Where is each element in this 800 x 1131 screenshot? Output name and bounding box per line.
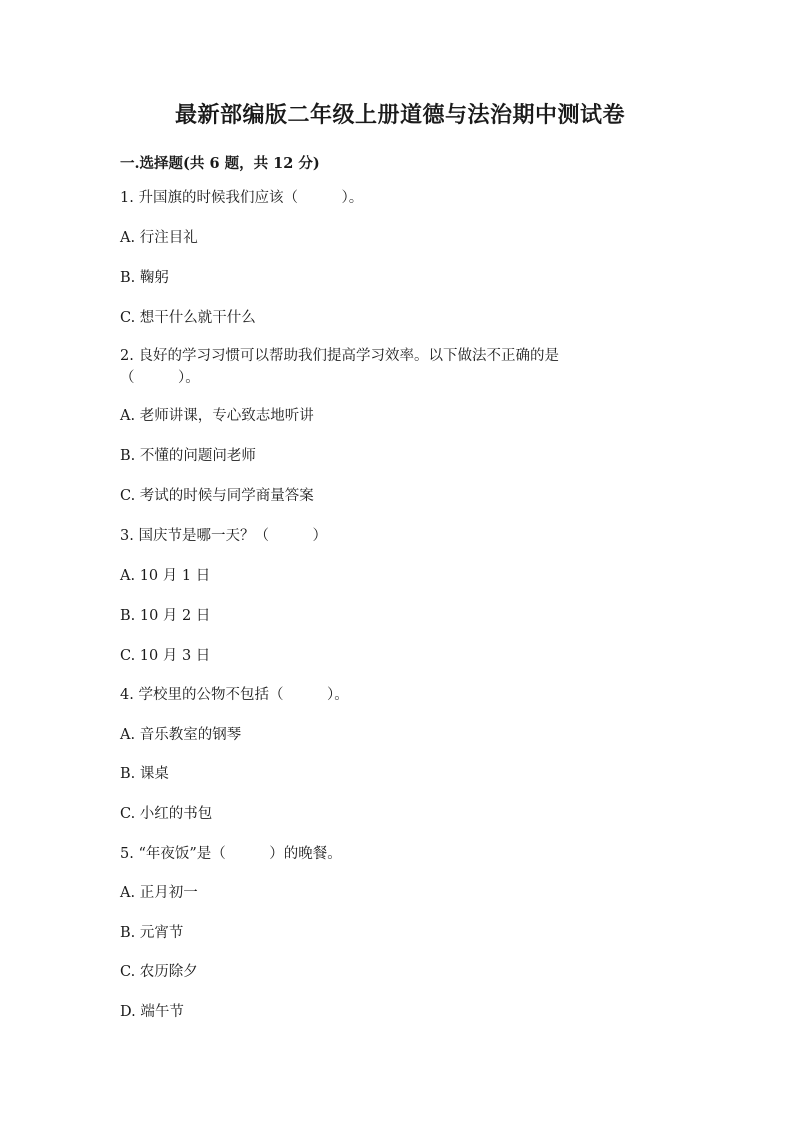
question-5-option-c: C. 农历除夕 <box>120 964 198 980</box>
question-2-option-c: C. 考试的时候与同学商量答案 <box>120 488 314 504</box>
question-1-option-a: A. 行注目礼 <box>120 230 198 246</box>
question-5-stem: 5. “年夜饭”是（ ）的晚餐。 <box>120 846 342 862</box>
question-1-stem: 1. 升国旗的时候我们应该（ ）。 <box>120 190 364 206</box>
exam-title: 最新部编版二年级上册道德与法治期中测试卷 <box>174 102 625 128</box>
question-5-option-a: A. 正月初一 <box>120 885 198 901</box>
question-4-stem: 4. 学校里的公物不包括（ ）。 <box>120 687 349 703</box>
question-4-option-a: A. 音乐教室的钢琴 <box>120 727 242 743</box>
section-heading: 一.选择题(共 6 题，共 12 分) <box>120 155 320 172</box>
question-5-option-b: B. 元宵节 <box>120 925 184 941</box>
question-5-option-d: D. 端午节 <box>120 1004 184 1020</box>
question-2-option-a: A. 老师讲课，专心致志地听讲 <box>120 408 314 424</box>
question-3-option-a: A. 10 月 1 日 <box>120 568 211 584</box>
question-1-option-c: C. 想干什么就干什么 <box>120 310 256 326</box>
question-2-stem-line-2: （ ）。 <box>120 370 200 386</box>
question-4-option-c: C. 小红的书包 <box>120 806 213 822</box>
question-2-option-b: B. 不懂的问题问老师 <box>120 448 256 464</box>
question-3-option-b: B. 10 月 2 日 <box>120 608 211 624</box>
question-2-stem-line-1: 2. 良好的学习习惯可以帮助我们提高学习效率。以下做法不正确的是 <box>120 348 559 364</box>
question-3-stem: 3. 国庆节是哪一天？（ ） <box>120 528 327 544</box>
question-1-option-b: B. 鞠躬 <box>120 270 169 286</box>
question-3-option-c: C. 10 月 3 日 <box>120 648 211 664</box>
question-4-option-b: B. 课桌 <box>120 766 169 782</box>
